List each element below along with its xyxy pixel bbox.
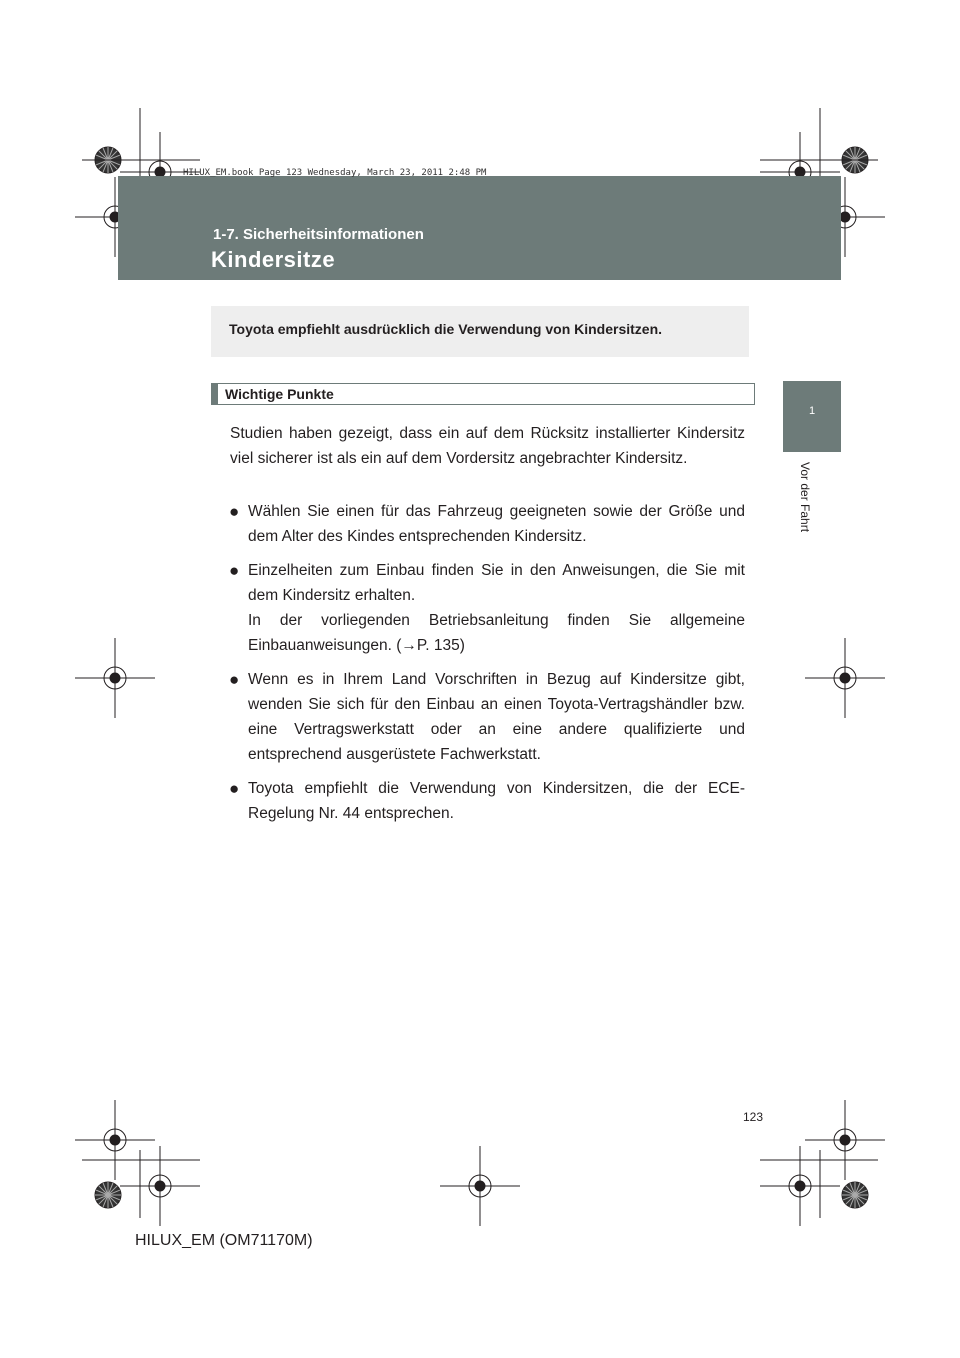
registration-dot (110, 673, 120, 683)
footer-model-code: HILUX_EM (OM71170M) (135, 1232, 313, 1249)
bullet-text: Wählen Sie einen für das Fahrzeug geeigneten sowie der Größe und dem Alter des Kindes entsprechenden Kindersitz. (248, 503, 745, 545)
subheading-box (211, 383, 755, 405)
page-title: Kindersitze (211, 247, 336, 272)
bullet-dot-icon: ● (229, 670, 240, 689)
bullet-dot-icon: ● (229, 502, 240, 521)
registration-dot (110, 1135, 120, 1145)
body-paragraph: Studien haben gezeigt, dass ein auf dem Rücksitz installierter Kindersitz viel sicherer ist als ein auf dem Vordersitz angebrachter Kindersitz. (230, 425, 745, 467)
registration-dot (475, 1181, 485, 1191)
page-number: 123 (743, 1110, 764, 1124)
list-item (230, 499, 745, 549)
bullet-extra-text: In der vorliegenden Betriebsanleitung finden Sie allgemeine Einbauanweisungen. (→P. 135) (248, 612, 745, 654)
list-item (230, 558, 745, 658)
chapter-side-tab (783, 381, 841, 451)
bullet-dot-icon: ● (229, 779, 240, 798)
side-tab-divider (783, 451, 841, 452)
registration-dot (155, 1181, 165, 1191)
subheading-text: Wichtige Punkte (225, 386, 334, 402)
bullet-dot-icon: ● (229, 561, 240, 580)
registration-dot (795, 1181, 805, 1191)
list-item (230, 776, 745, 826)
chapter-number: 1 (808, 405, 816, 417)
bullet-text: Toyota empfiehlt die Verwendung von Kindersitzen, die der ECE-Regelung Nr. 44 entsprechen. (248, 780, 745, 822)
registration-dot (840, 1135, 850, 1145)
registration-dot (840, 212, 850, 222)
intro-box (211, 306, 749, 357)
bullet-list (230, 499, 745, 835)
registration-dot (840, 673, 850, 683)
bullet-text: Einzelheiten zum Einbau finden Sie in den Anweisungen, die Sie mit dem Kindersitz erhalten. (248, 562, 745, 604)
bullet-text: Wenn es in Ihrem Land Vorschriften in Bezug auf Kindersitze gibt, wenden Sie sich für den Einbau an einen Toyota-Vertragshändler bzw. eine Vertragswerkstatt oder an eine andere qualifizierte und entsprechend ausgerüstete Fachwerkstatt. (248, 671, 745, 763)
chapter-side-label: Vor der Fahrt (798, 462, 812, 533)
intro-text: Toyota empfiehlt ausdrücklich die Verwendung von Kindersitzen. (229, 321, 663, 337)
list-item (230, 667, 745, 767)
book-stamp: HILUX_EM.book Page 123 Wednesday, March 23, 2011 2:48 PM (183, 168, 487, 178)
section-label: 1-7. Sicherheitsinformationen (213, 226, 424, 243)
